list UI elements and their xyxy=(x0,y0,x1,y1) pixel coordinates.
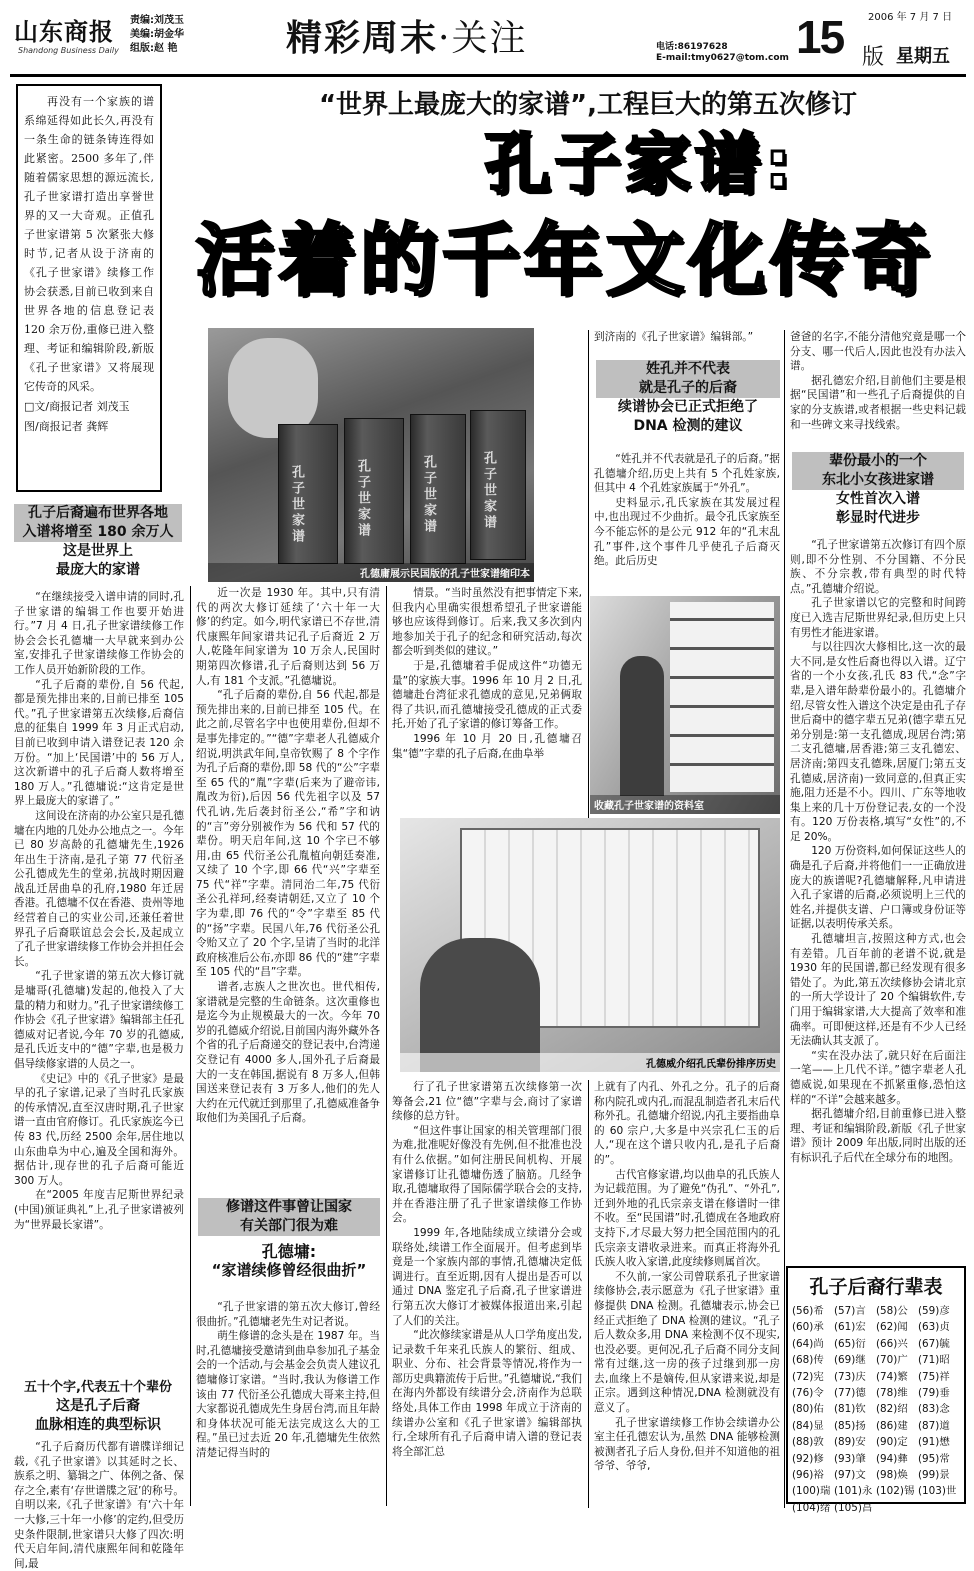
column-4-text xyxy=(594,330,780,350)
generation-entry: (86)建 xyxy=(876,1419,908,1432)
generation-entry: (62)闻 xyxy=(876,1321,908,1334)
section-sub: ·关注 xyxy=(438,18,528,59)
generation-entry: (76)令 xyxy=(792,1387,824,1400)
generation-entry: (81)钦 xyxy=(834,1403,866,1416)
contact-phone: 电话:86197628 xyxy=(656,42,728,52)
paragraph: 孔子世家谱续修工作协会续谱办公室主任孔德宏认为,虽然 DNA 能够检测被测者孔子后人身份,但并不知道他的祖爷爷、爷爷, xyxy=(594,1416,780,1473)
generation-entry xyxy=(918,1500,960,1516)
generation-entry: (97)文 xyxy=(834,1469,866,1482)
page-unit: 版 xyxy=(862,45,885,70)
editor-credits xyxy=(130,14,184,56)
section-1-line2: 入谱将增至 180 余万人 xyxy=(14,523,182,542)
paragraph: 爸爸的名字,不能分清他究竟是哪一个分支、哪一代后人,因此也没有办法入谱。 xyxy=(790,331,966,373)
generation-entry: (64)尚 xyxy=(792,1337,824,1350)
paper-logo: 山东商报 xyxy=(14,17,114,46)
weekday: 星期五 xyxy=(896,46,950,67)
generation-table xyxy=(786,1266,966,1514)
column-1-text xyxy=(14,590,184,1231)
generation-table-title: 孔子后裔行辈表 xyxy=(809,1276,943,1298)
contact-email: E-mail:tmy0627@tom.com xyxy=(656,53,789,63)
column-2-text xyxy=(196,586,380,1192)
intro-credit-writer: □文/商报记者 刘茂玉 xyxy=(24,400,130,413)
column-1-text-cont xyxy=(14,1078,184,1374)
section-1-heading xyxy=(14,504,182,580)
generation-entry: (102)锡 xyxy=(876,1485,915,1498)
generation-entry: (75)祥 xyxy=(918,1370,950,1383)
photo-family-tree-books xyxy=(208,328,534,582)
paragraph: 萌生修谱的念头是在 1987 年。当时,孔德墉接受邀请到曲阜参加孔子基金会的一个活动,与会基金会负责人建议孔德墉修订家谱。“当时,我认为修谱工作该由 77 代衍圣公孔德成大哥来主持,但大家都说孔德成先生身居台湾,而且年龄和身体状况可能无法完成这么大的工程。”虽已过去近 20 年,孔德墉先生依然清楚记得当时的 xyxy=(196,1330,380,1459)
column-rule xyxy=(386,586,387,1506)
photo-book xyxy=(410,414,466,564)
section-1-line3: 这是世界上 xyxy=(63,543,133,559)
generation-entry: (87)道 xyxy=(918,1419,950,1432)
generation-entry: (100)瑞 xyxy=(792,1485,831,1498)
photo-book xyxy=(344,418,404,564)
generation-entry: (82)绍 xyxy=(876,1403,908,1416)
section-4-heading xyxy=(596,360,780,436)
photo-book xyxy=(278,424,338,564)
paragraph: 在“2005 年度吉尼斯世界纪录(中国)颁证典礼”上,孔子世家谱被列为“世界最长家谱”。 xyxy=(14,1189,184,1231)
paper-logo-en: Shandong Business Daily xyxy=(18,46,119,55)
generation-entry: (69)继 xyxy=(834,1354,866,1367)
photo-archive-room xyxy=(590,596,780,814)
headline-line1-text: 孔子家谱: xyxy=(484,126,796,203)
column-rule xyxy=(588,1080,589,1508)
generation-entry: (59)彦 xyxy=(918,1305,950,1317)
paragraph: 这间设在济南的办公室只是孔德墉在内地的几处办公地点之一。今年已 80 岁高龄的孔德墉先生,1926 年出生于济南,是孔子第 77 代衍圣公孔德成先生的堂弟,抗战时期因避战乱迁居曲阜的孔府,1980 年迁居香港。孔德墉不仅在香港、贵州等地经营着自己的实业公司,还兼任着世界孔子后裔联谊总会会长,及起成立了孔子世家谱续修工作协会并担任会长。 xyxy=(14,809,184,968)
paragraph: “此次修续家谱是从人口学角度出发,记录数千年来孔氏族人的繁衍、组成、职业、分布、社会背景等情况,将作为一部历史典籍流传于后世。”孔德墉说,“我们在海内外都设有续谱分会,济南作为总联络处,具体工作由 1998 年成立于济南的续谱办公室和《孔子世家谱》编辑部执行,全球所有孔子后裔申请入谱的登记表将全部汇总 xyxy=(392,1329,582,1458)
section-5-line2: 东北小女孩进家谱 xyxy=(792,471,964,490)
generation-entry: (67)毓 xyxy=(918,1337,950,1350)
paragraph: “孔子后裔的辈份,自 56 代起,都是预先排出来的,目前已排至 105 代。”孔子世家谱第五次续修,后裔信息的征集自 1999 年 3 月正式启动,目前已收到申请入谱登记表 120 余万份。“加上‘民国谱’中的 56 万人,这次新谱中的孔子后裔人数将增至 180 万人。”孔德墉说:“这肯定是世界上最庞大的家谱了。” xyxy=(14,678,184,808)
editor-line: 美编:胡金华 xyxy=(130,29,184,40)
intro-body: 再没有一个家族的谱系绵延得如此长久,再没有一条生命的链条铸连得如此紧密。2500 多年了,伴随着儒家思想的源远流长,孔子世家谱打造出享誉世界的又一大奇观。正值孔子世家谱第 5 次紧张大修时节,记者从设于济南的《孔子世家谱》续修工作协会获悉,目前已收到来自世界各地的信息登记表 120 余万份,重修已进入整理、考证和编辑阶段,新版《孔子世家谱》又将展现它传奇的风采。 xyxy=(24,95,154,393)
paragraph: 1999 年,各地陆续成立续谱分会或联络处,续谱工作全面展开。但考虑到毕竟是一个家族内部的事情,孔德墉决定低调进行。直至近期,因有人提出是否可以通过 DNA 鉴定孔子后裔,孔子世家谱进行第五次大修订才被媒体报道出来,引起了人们的关注。 xyxy=(392,1226,582,1327)
paragraph: 《史记》中的《孔子世家》是最早的孔子家谱,记录了当时孔氏家族的传承情况,直至汉唐时期,孔子世家谱一直由官府修订。孔氏家族迄今已传 83 代,历经 2500 余年,居住地以山东曲阜为中心,遍及全国和海外。据估计,现存世的孔子后裔可能近 300 万人。 xyxy=(14,1072,184,1187)
section-3-line4: “家谱续修曾经很曲折” xyxy=(211,1261,367,1279)
generation-entry: (96)裕 xyxy=(792,1469,824,1482)
generation-entry: (66)兴 xyxy=(876,1337,908,1350)
generation-entry: (70)广 xyxy=(876,1354,908,1367)
generation-entry: (56)希 xyxy=(792,1305,824,1317)
column-4b-text xyxy=(594,452,780,588)
paragraph: 到济南的《孔子世家谱》编辑部。” xyxy=(594,331,754,343)
headline-line2 xyxy=(170,216,960,306)
paragraph: “实在没办法了,就只好在后面注一笔——上几代不详。”德字辈老人孔德威说,如果现在不抓紧重修,恐怕这样的“不详”会越来越多。 xyxy=(790,1049,966,1106)
generation-entry: (60)承 xyxy=(792,1321,824,1334)
paragraph: “孔子世家谱的第五次大修订,曾经很曲折。”孔德墉老先生对记者说。 xyxy=(196,1301,380,1328)
generation-entry: (93)肇 xyxy=(834,1452,866,1465)
generation-entry: (98)焕 xyxy=(876,1469,908,1482)
paragraph: 据孔德宏介绍,目前他们主要是根据“民国谱”和一些孔子后裔提供的自家的分支族谱,或者根据一些史料记载和一些碑文来寻找线索。 xyxy=(790,374,966,431)
section-3-line3: 孔德墉: xyxy=(261,1242,317,1261)
generation-entry: (88)敦 xyxy=(792,1436,824,1449)
section-2-line1: 五十个字,代表五十个辈份 xyxy=(24,1380,172,1395)
photo-shelf xyxy=(670,602,774,792)
paragraph: “孔子后裔历代都有谱牒详细记载,《孔子世家谱》以其延时之长、族系之明、纂辑之广、体例之备、保存之全,素有‘存世谱牒之冠’的称号。自明以来,《孔子世家谱》有‘六十年一大修,三十年一小修’的定约,但受历史条件限制,世家谱只大修了四次:明代天启年间,清代康熙年间和乾隆年间,最 xyxy=(14,1441,184,1570)
section-5-heading xyxy=(792,452,964,528)
column-1b-text xyxy=(14,1440,184,1570)
masthead-rule xyxy=(10,74,966,77)
column-rule xyxy=(588,330,589,818)
generation-entry: (95)常 xyxy=(918,1452,950,1465)
section-4-line4: DNA 检测的建议 xyxy=(633,418,743,434)
section-5-line1: 辈份最小的一个 xyxy=(792,452,964,471)
column-5-text xyxy=(790,330,966,450)
section-2-line3: 血脉相连的典型标识 xyxy=(35,1417,161,1433)
section-5-line3: 女性首次入谱 xyxy=(836,491,920,507)
column-5b-text xyxy=(790,538,966,1260)
generation-entry: (89)安 xyxy=(834,1436,866,1449)
section-4-line3: 续谱协会已正式拒绝了 xyxy=(618,399,758,415)
section-3-heading xyxy=(198,1198,380,1280)
photo-book xyxy=(470,410,526,560)
paragraph: “孔子后裔的辈份,自 56 代起,都是预先排出来的,目前已排至 105 代。在此之前,尽管名字中也使用辈份,但却不是事先排定的。”“德”字辈老人孔德威介绍说,明洪武年间,皇帝钦赐了 8 个字作为孔子后裔的辈份,即 58 代的“公”字辈至 65 代的“胤”字辈(后来为了避帝讳,胤改为衍),后因 56 代先祖字以及 57 代孔讷,先后袭封衍圣公,“希”字和讷的“言”旁分别被作为 56 代和 57 代的辈份。明天启年间,这 10 个字已不够用,由 65 代衍圣公孔胤植向朝廷奏准,又续了 10 个字,即 66 代“兴”字辈至 75 代“祥”字辈。清同治二年,75 代衍圣公孔祥珂,经奏请朝廷,又立了 10 个字为辈,即 76 代的“令”字辈至 85 代的“扬”字辈。民国八年,76 代衍圣公孔令贻又立了 20 个字,呈请了当时的北洋政府核准后公布,亦即 86 代的“建”字辈至 105 代的“昌”字辈。 xyxy=(196,689,380,979)
section-title xyxy=(286,10,646,68)
intro-credit-photo: 图/商报记者 龚辉 xyxy=(24,420,109,433)
book-title: 孔子世家谱 xyxy=(421,455,436,535)
paragraph: 史料显示,孔氏家族在其发展过程中,也出现过不少曲折。最令孔氏家族至今不能忘怀的是公元 912 年的“孔末乱孔”事件,这个事件几乎使孔子后裔灭绝。此后历史 xyxy=(594,496,780,568)
generation-entry: (103)世 xyxy=(918,1485,957,1498)
paragraph: 古代官修家谱,均以曲阜的孔氏族人为记载范围。为了避免“伪孔”、“外孔”,迁到外地的孔氏宗亲支谱在修谱时一律不收。至“民国谱”时,孔德成在各地政府支持下,才尽最大努力把全国范围内的孔氏宗亲支谱收录进来。而真正将海外孔氏族人收入家谱,此度续修则属首次。 xyxy=(594,1168,780,1269)
headline-line1 xyxy=(330,126,950,203)
column-4c-text xyxy=(594,1080,780,1508)
paragraph: “孔子世家谱的第五次大修订就是墉哥(孔德墉)发起的,他投入了大量的精力和财力。”孔子世家谱续修工作协会《孔子世家谱》编辑部主任孔德威对记者说,今年 70 岁的孔德威,是孔氏近支中的“德”字辈,也是极力倡导续修家谱的人员之一。 xyxy=(14,970,184,1070)
paragraph: 孔德墉坦言,按照这种方式,也会有差错。几百年前的老谱不说,就是 1930 年的民国谱,都已经发现有很多错处了。为此,第五次续修协会请北京的一所大学设计了 20 个编辑软件,专门用于编辑家谱,大大提高了效率和准确率。可即便这样,还是有不少人已经无法确认其支派了。 xyxy=(790,933,966,1048)
section-4-line1: 姓孔并不代表 xyxy=(596,360,780,379)
intro-text xyxy=(24,92,154,396)
generation-entry: (65)衍 xyxy=(834,1337,866,1350)
paragraph: “孔子世家谱第五次修订有四个原则,即不分性别、不分国籍、不分民族、不分宗教,带有典型的时代特点。”孔德墉介绍说。 xyxy=(790,539,966,595)
paragraph: 于是,孔德墉着手促成这件“功德无量”的家族大事。1996 年 10 月 2 日,孔德墉赴台湾征求孔德成的意见,兄弟俩取得了共识,而孔德墉接受孔德成的正式委托,开始了孔子家谱的修订筹备工作。 xyxy=(392,659,582,731)
book-title: 孔子世家谱 xyxy=(355,459,370,539)
generation-entry: (58)公 xyxy=(876,1305,908,1317)
generation-entry: (104)绪 xyxy=(792,1501,831,1514)
section-2-line2: 这是孔子后裔 xyxy=(56,1398,140,1414)
generation-entry: (72)宪 xyxy=(792,1370,824,1383)
generation-entry xyxy=(876,1500,918,1516)
paragraph: 120 万份资料,如何保证这些人的确是孔子后裔,并将他们一一正确放进庞大的族谱呢?孔德墉解释,凡申请进入孔子家谱的后裔,必须说明上三代的姓名,并提供支谱、户口簿或身份证等证据,以表明传承关系。 xyxy=(790,845,966,931)
generation-entry: (105)昌 xyxy=(834,1501,873,1514)
masthead-left xyxy=(14,12,276,72)
column-2b-text xyxy=(196,1300,380,1508)
editor-line: 责编:刘茂玉 xyxy=(130,15,184,26)
paragraph: 谱者,志族人之世次也。世代相传,家谱就是完整的生命链条。这次重修也是迄今为止规模最大的一次。今年 70 岁的孔德威介绍说,目前国内海外藏外各个省的孔子后裔递交的登记表中,台湾递交登记有 4000 多人,国外孔子后裔最大的一支在韩国,据说有 8 万多人,但韩国送来登记表有 3 万多人,他们的先人大约在元代就迁到那里了,孔德威准备争取他们为美国孔子后裔。 xyxy=(196,981,380,1125)
generation-entry: (101)永 xyxy=(834,1485,873,1498)
generation-entry: (91)懋 xyxy=(918,1436,950,1449)
section-1-line1: 孔子后裔遍布世界各地 xyxy=(14,504,182,523)
generation-entry: (99)景 xyxy=(918,1469,950,1482)
paragraph: 1996 年 10 月 20 日,孔德墉召集“德”字辈的孔子后裔,在曲阜举 xyxy=(392,732,582,760)
section-5-line4: 彰显时代进步 xyxy=(836,510,920,526)
generation-entry: (80)佑 xyxy=(792,1403,824,1416)
photo-generation-chart xyxy=(400,818,780,1072)
section-name: 精彩周末 xyxy=(286,18,439,59)
column-rule xyxy=(784,330,785,1508)
generation-entry: (85)扬 xyxy=(834,1419,866,1432)
generation-entry: (63)贞 xyxy=(918,1321,950,1334)
paragraph: 不久前,一家公司曾联系孔子世家谱续修协会,表示愿意为《孔子世家谱》重修提供 DNA 检测。孔德墉表示,协会已经正式拒绝了 DNA 检测的建议。“孔子后人数众多,用 DNA 来检测不仅不现实,也没必要。更何况,孔子后裔不同分支间常有过继,这一房的孩子过继到那一房去,血缘上不是嫡传,但从家谱来说,却是正宗。遇到这种情况,DNA 检测就没有意义了。 xyxy=(594,1270,780,1415)
paragraph: “姓孔并不代表就是孔子的后裔。”据孔德墉介绍,历史上共有 5 个孔姓家族,但其中 4 个孔姓家族属于“外孔”。 xyxy=(594,453,780,495)
generation-entry: (83)念 xyxy=(918,1403,950,1416)
paragraph: 行了孔子世家谱第五次续修第一次筹备会,21 位“德”字辈与会,商讨了家谱续修的总方针。 xyxy=(392,1081,582,1123)
paragraph: “但这件事让国家的相关管理部门很为难,批准呢好像没有先例,但不批准也没有什么依据。”如何注册民间机构、开展家谱修订让孔德墉伤透了脑筋。几经争取,孔德墉取得了国际儒学联合会的支持,并在香港注册了孔子世家谱续修工作协会。 xyxy=(392,1124,582,1225)
generation-entry: (79)垂 xyxy=(918,1387,950,1400)
photo-caption: 孔德威介绍孔氏辈份排序历史 xyxy=(400,1053,780,1072)
section-4-line2: 就是孔子的后裔 xyxy=(596,379,780,398)
photo-caption: 收藏孔子世家谱的资料室 xyxy=(590,795,780,814)
column-rule xyxy=(190,586,191,1506)
generation-entry: (73)庆 xyxy=(834,1370,866,1383)
generation-entry: (74)繁 xyxy=(876,1370,908,1383)
photo-figure xyxy=(620,656,664,796)
generation-entry: (90)定 xyxy=(876,1436,908,1449)
paragraph: “在继续接受入谱申请的同时,孔子世家谱的编辑工作也要开始进行。”7 月 4 日,孔子世家谱续修工作协会会长孔德墉一大早就来到办公室,安排孔子世家谱续修工作协会的工作人员开始新阶段的工作。 xyxy=(14,591,184,676)
paragraph: 据孔德墉介绍,目前重修已进入整理、考证和编辑阶段,新版《孔子世家谱》预计 2009 年出版,同时出版的还有标识孔子后代在全球分布的地图。 xyxy=(790,1108,966,1164)
column-3-text xyxy=(392,586,582,816)
generation-entry: (78)维 xyxy=(876,1387,908,1400)
contact-info xyxy=(656,42,789,64)
generation-entry: (94)彝 xyxy=(876,1452,908,1465)
editor-line: 组版:赵 艳 xyxy=(130,43,178,54)
headline-line2-text: 活着的千年文化传奇 xyxy=(195,216,934,306)
column-3b-text xyxy=(392,1080,582,1508)
generation-entry: (77)德 xyxy=(834,1387,866,1400)
issue-date: 2006 年 7 月 7 日 xyxy=(868,12,953,23)
section-3-line2: 有关部门很为难 xyxy=(198,1217,380,1236)
paragraph: 近一次是 1930 年。其中,只有清代的两次大修订延续了‘六十年一大修’的约定。如今,明代家谱已不存世,清代康熙年间家谱共记孔子后裔近 2 万人,乾隆年间家谱为 10 万余人,民国时期第四次修谱,孔子后裔则达到 56 万人,有 181 个支派。”孔德墉说。 xyxy=(196,587,380,687)
generation-entry: (57)言 xyxy=(834,1305,866,1317)
paragraph: 情景。“当时虽然没有把事情定下来,但我内心里确实很想希望孔子世家谱能够也应该得到修订。后来,我又多次到内地参加关于孔子的纪念和研究活动,每次都会听到类似的建议。” xyxy=(392,587,582,658)
intro-box xyxy=(16,84,162,492)
headline-kicker: “世界上最庞大的家谱”,工程巨大的第五次修订 xyxy=(318,90,858,120)
generation-entry: (68)传 xyxy=(792,1354,824,1367)
photo-figure-head xyxy=(228,338,318,438)
paragraph: 与以往四次大修相比,这一次的最大不同,是女性后裔也得以入谱。辽宁省的一个小女孩,孔氏 83 代,“念”字辈,是入谱年龄辈份最小的。孔德墉介绍,尽管女性入谱这个决定是由孔子存世后裔中的德字辈五兄弟(德字辈五兄弟分别是:第一支孔德成,现居台湾;第二支孔德墉,居香港;第三支孔德宏、居济南;第四支孔德珠,居厦门;第五支孔德威,居济南)一致同意的,但真正实施,阻力还是不小。四川、广东等地收集上来的几十万份登记表,女的一个没有。120 万份表格,填写“女性”的,不足 20%。 xyxy=(790,641,966,843)
generation-grid xyxy=(792,1303,960,1516)
photo-caption: 孔德庸展示民国版的孔子世家谱缩印本 xyxy=(208,563,534,582)
generation-entry: (71)昭 xyxy=(918,1354,950,1367)
page-number: 15 xyxy=(796,11,844,63)
generation-entry: (84)显 xyxy=(792,1419,824,1432)
section-2-heading xyxy=(14,1378,182,1435)
generation-entry: (61)宏 xyxy=(834,1321,866,1334)
book-title: 孔子世家谱 xyxy=(481,451,496,531)
paragraph: 上就有了内孔、外孔之分。孔子的后裔称内院孔或内孔,而混乱制造者孔末后代称外孔。孔德墉介绍说,内孔主要指曲阜的 60 宗户,大多是中兴宗孔仁玉的后人,“现在这个谱只收内孔,是孔子后裔的”。 xyxy=(594,1081,780,1166)
photo-figure xyxy=(420,938,540,1072)
book-title: 孔子世家谱 xyxy=(289,465,304,545)
section-1-line4: 最庞大的家谱 xyxy=(56,562,140,578)
paragraph: 孔子世家谱以它的完整和时间跨度已入选吉尼斯世界纪录,但历史上只有男性才能进家谱。 xyxy=(790,597,966,639)
section-3-line1: 修谱这件事曾让国家 xyxy=(198,1198,380,1217)
generation-entry: (92)修 xyxy=(792,1452,824,1465)
